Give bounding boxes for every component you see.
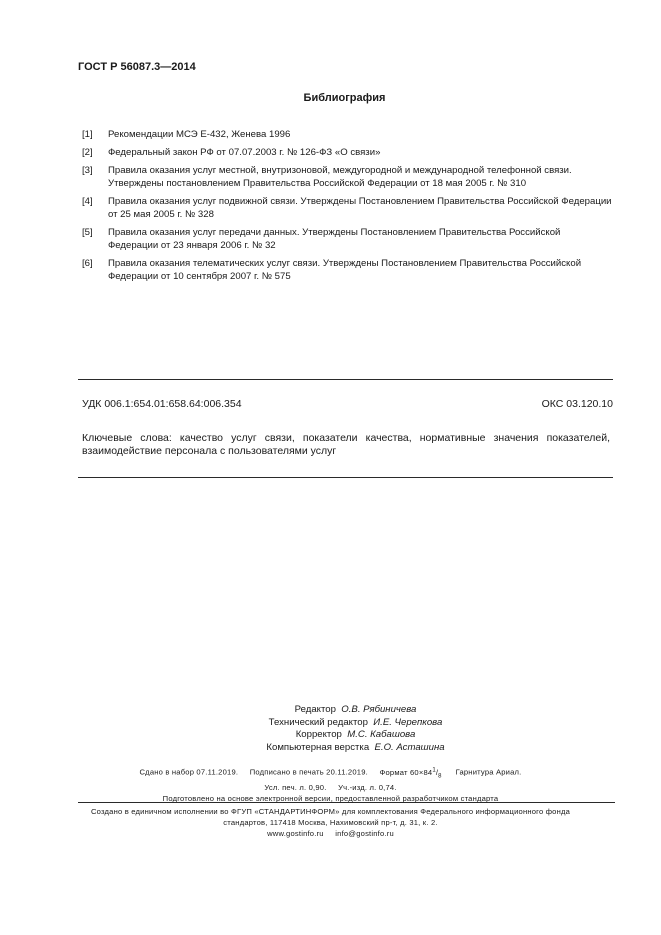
bibliography-item	[82, 226, 612, 252]
prepared-note: Подготовлено на основе электронной версии, предоставленной разработчиком стандарта	[162, 794, 499, 804]
bibliography-number: [2]	[82, 147, 93, 158]
credit-name: И.Е. Черепкова	[373, 716, 443, 728]
bibliography-item	[82, 128, 612, 141]
paper-format-den: 8	[438, 773, 442, 780]
bibliography-item	[82, 195, 612, 221]
credit-name: Е.О. Асташина	[374, 741, 445, 753]
bibliography-item	[82, 257, 612, 283]
keywords: Ключевые слова: качество услуг связи, показатели качества, нормативные значения показателей, взаимодействие персонала с пользователями услуг	[82, 432, 610, 457]
print-info	[0, 765, 661, 804]
section-title: Библиография	[303, 92, 386, 104]
bibliography-number: [4]	[82, 196, 93, 207]
print-info-line-2	[0, 782, 661, 793]
print-info-line-1	[0, 765, 661, 782]
bibliography-list	[82, 128, 612, 288]
bibliography-number: [1]	[82, 129, 93, 140]
credit-role: Технический редактор	[268, 716, 368, 728]
bibliography-text: Правила оказания телематических услуг связи. Утверждены Постановлением Правительства Российской Федерации от 10 сентября 2007 г. № 575	[108, 258, 582, 282]
bibliography-text: Правила оказания услуг передачи данных. Утверждены Постановлением Правительства Российской Федерации от 23 января 2006 г. № 32	[108, 227, 561, 251]
credit-row	[0, 717, 661, 730]
email-link[interactable]: info@gostinfo.ru	[335, 829, 394, 838]
oks-code: ОКС 03.120.10	[541, 398, 613, 410]
publisher-line-2: стандартов, 117418 Москва, Нахимовский пр-т, д. 31, к. 2.	[223, 818, 438, 827]
document-code: ГОСТ Р 56087.3—2014	[78, 61, 196, 73]
publisher-info	[0, 806, 661, 839]
edition-sheets: Уч.-изд. л. 0,74.	[338, 783, 397, 793]
bibliography-number: [3]	[82, 165, 93, 176]
credit-role: Редактор	[294, 704, 336, 715]
bibliography-text: Правила оказания услуг подвижной связи. Утверждены Постановлением Правительства Российской Федерации от 25 мая 2005 г. № 328	[108, 196, 612, 220]
paper-format-prefix: Формат 60×84	[379, 767, 433, 777]
bottom-divider	[78, 477, 613, 478]
bibliography-text: Федеральный закон РФ от 07.07.2003 г. № 126-ФЗ «О связи»	[108, 147, 381, 158]
udk-code: УДК 006.1:654.01:658.64:006.354	[82, 398, 242, 410]
print-sheets: Усл. печ. л. 0,90.	[264, 783, 327, 793]
website-link[interactable]: www.gostinfo.ru	[267, 829, 324, 838]
credit-row	[0, 729, 661, 742]
credit-name: О.В. Рябиничева	[341, 704, 417, 715]
paper-format-num: 1	[432, 767, 436, 773]
publisher-line-1: Создано в единичном исполнении во ФГУП «СТАНДАРТИНФОРМ» для комплектования Федерального информационного фонда	[90, 807, 571, 816]
signed-date: Подписано в печать 20.11.2019.	[249, 767, 368, 777]
publisher-divider	[78, 802, 615, 803]
credit-row	[0, 742, 661, 755]
credit-row	[0, 704, 661, 717]
credit-name: М.С. Кабашова	[347, 729, 416, 740]
credit-role: Компьютерная верстка	[266, 741, 370, 753]
top-divider	[78, 379, 613, 380]
bibliography-number: [6]	[82, 258, 93, 269]
paper-format: Формат $60\times 84^1/_8$	[379, 767, 442, 780]
bibliography-text: Правила оказания услуг местной, внутризоновой, междугородной и международной телефонной связи. Утверждены постановлением Правительства Российской Федерации от 18 мая 2005 г. № 310	[108, 165, 572, 189]
credit-role: Корректор	[295, 729, 342, 740]
credits-block	[0, 704, 661, 754]
bibliography-item	[82, 146, 612, 159]
bibliography-item	[82, 164, 612, 190]
bibliography-number: [5]	[82, 227, 93, 238]
publisher-contacts	[0, 828, 661, 839]
typeface: Гарнитура Ариал.	[455, 767, 522, 777]
bibliography-text: Рекомендации МСЭ Е-432, Женева 1996	[108, 129, 291, 140]
set-date: Сдано в набор 07.11.2019.	[139, 767, 239, 777]
